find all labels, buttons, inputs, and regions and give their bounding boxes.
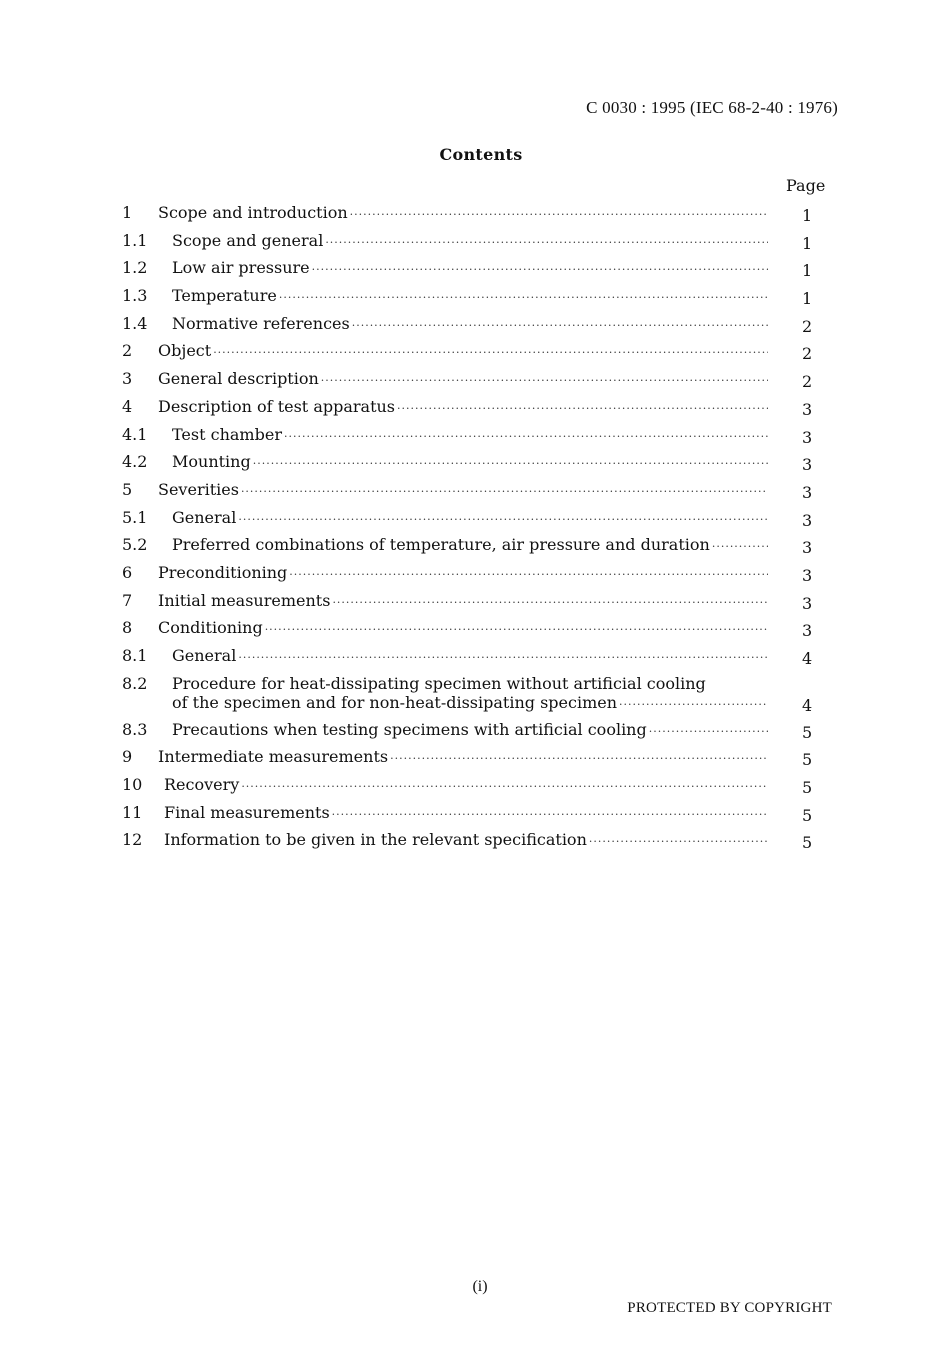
entry-page: 4 bbox=[802, 695, 813, 715]
toc-entry[interactable] bbox=[122, 720, 822, 748]
entry-number: 9 bbox=[122, 747, 133, 767]
entry-title: Preferred combinations of temperature, air pressure and duration bbox=[172, 535, 710, 555]
page-column-label: Page bbox=[786, 176, 826, 195]
entry-page: 1 bbox=[802, 206, 813, 225]
entry-title: Preconditioning bbox=[158, 562, 288, 582]
entry-number: 8 bbox=[122, 618, 133, 638]
entry-page: 1 bbox=[802, 289, 813, 309]
toc-entry[interactable] bbox=[122, 618, 822, 646]
entry-title: Final measurements bbox=[164, 802, 330, 822]
entry-page: 3 bbox=[802, 565, 813, 585]
entry-page: 3 bbox=[802, 621, 813, 641]
entry-page: 3 bbox=[802, 427, 813, 447]
entry-title: Conditioning bbox=[158, 618, 263, 638]
entry-page: 3 bbox=[802, 455, 813, 475]
toc-entry[interactable] bbox=[122, 397, 822, 425]
entry-title: Procedure for heat-dissipating specimen without artificial cooling bbox=[172, 673, 706, 693]
entry-title: Test chamber bbox=[172, 424, 282, 444]
standard-reference: C 0030 : 1995 (IEC 68-2-40 : 1976) bbox=[586, 98, 838, 117]
entry-title: Scope and general bbox=[172, 230, 324, 250]
entry-page: 3 bbox=[802, 538, 813, 558]
entry-page: 1 bbox=[802, 261, 813, 281]
toc-entry[interactable] bbox=[122, 452, 822, 480]
entry-title: Low air pressure bbox=[172, 258, 310, 278]
entry-page: 5 bbox=[802, 750, 813, 770]
page-title: Contents bbox=[439, 145, 523, 164]
entry-number: 1.4 bbox=[122, 313, 148, 333]
toc-entry[interactable] bbox=[122, 258, 822, 286]
toc-entry[interactable] bbox=[122, 480, 822, 508]
entry-title: Mounting bbox=[172, 452, 251, 472]
entry-title-line2: of the specimen and for non-heat-dissipating specimen bbox=[172, 692, 618, 712]
entry-title: Description of test apparatus bbox=[158, 396, 396, 416]
page-number: (i) bbox=[472, 1278, 488, 1295]
entry-title: Recovery bbox=[164, 775, 240, 795]
entry-number: 8.3 bbox=[122, 719, 148, 739]
table-of-contents bbox=[122, 203, 822, 858]
entry-page: 4 bbox=[802, 649, 813, 668]
entry-page: 5 bbox=[802, 722, 813, 742]
entry-number: 5.1 bbox=[122, 507, 148, 527]
toc-entry[interactable] bbox=[122, 775, 822, 803]
toc-entry[interactable] bbox=[122, 747, 822, 775]
entry-title: Severities bbox=[158, 479, 239, 499]
toc-entry[interactable] bbox=[122, 646, 822, 674]
entry-number: 4 bbox=[122, 396, 133, 416]
toc-entry[interactable] bbox=[122, 508, 822, 536]
entry-number: 3 bbox=[122, 369, 133, 389]
entry-page: 2 bbox=[802, 344, 813, 364]
entry-number: 6 bbox=[122, 562, 133, 582]
entry-number: 1.3 bbox=[122, 286, 148, 306]
entry-page: 2 bbox=[802, 316, 813, 336]
entry-number: 5.2 bbox=[122, 535, 148, 555]
entry-page: 3 bbox=[802, 482, 813, 502]
toc-entry[interactable] bbox=[122, 425, 822, 453]
entry-number: 7 bbox=[122, 590, 133, 610]
entry-title: General bbox=[172, 646, 237, 665]
toc-entry[interactable] bbox=[122, 563, 822, 591]
entry-page: 2 bbox=[802, 372, 813, 392]
entry-page: 1 bbox=[802, 233, 813, 253]
toc-entry[interactable] bbox=[122, 830, 822, 858]
entry-title: Information to be given in the relevant specification bbox=[164, 830, 587, 850]
entry-number: 5 bbox=[122, 479, 133, 499]
toc-entry[interactable] bbox=[122, 286, 822, 314]
toc-entry[interactable] bbox=[122, 341, 822, 369]
entry-number: 4.1 bbox=[122, 424, 148, 444]
copyright-notice: PROTECTED BY COPYRIGHT bbox=[627, 1300, 832, 1316]
entry-page: 5 bbox=[802, 778, 813, 798]
toc-entry[interactable] bbox=[122, 369, 822, 397]
entry-title: Temperature bbox=[172, 286, 277, 306]
entry-number: 10 bbox=[122, 775, 143, 795]
entry-title: Intermediate measurements bbox=[158, 747, 389, 767]
entry-number: 1.2 bbox=[122, 258, 148, 278]
entry-number: 1.1 bbox=[122, 230, 148, 250]
toc-entry[interactable] bbox=[122, 314, 822, 342]
entry-number: 8.1 bbox=[122, 646, 148, 665]
entry-title: Initial measurements bbox=[158, 590, 331, 610]
entry-page: 3 bbox=[802, 593, 813, 613]
entry-title: Precautions when testing specimens with artificial cooling bbox=[172, 719, 647, 739]
entry-title: General description bbox=[158, 369, 319, 389]
entry-number: 4.2 bbox=[122, 452, 148, 472]
toc-entry[interactable] bbox=[122, 231, 822, 259]
toc-entry[interactable] bbox=[122, 803, 822, 831]
toc-entry[interactable] bbox=[122, 535, 822, 563]
entry-page: 5 bbox=[802, 833, 813, 853]
entry-title: Object bbox=[158, 341, 212, 361]
entry-number: 8.2 bbox=[122, 673, 148, 693]
entry-number: 1 bbox=[122, 203, 133, 222]
entry-number: 12 bbox=[122, 830, 143, 850]
entry-title: General bbox=[172, 507, 237, 527]
entry-title: Scope and introduction bbox=[158, 203, 348, 222]
toc-entry[interactable] bbox=[122, 591, 822, 619]
entry-page: 3 bbox=[802, 510, 813, 530]
entry-number: 2 bbox=[122, 341, 133, 361]
entry-number: 11 bbox=[122, 802, 143, 822]
entry-page: 3 bbox=[802, 399, 813, 419]
entry-page: 5 bbox=[802, 805, 813, 825]
toc-entry[interactable] bbox=[122, 203, 822, 231]
toc-entry[interactable] bbox=[122, 674, 822, 720]
entry-title: Normative references bbox=[172, 313, 350, 333]
